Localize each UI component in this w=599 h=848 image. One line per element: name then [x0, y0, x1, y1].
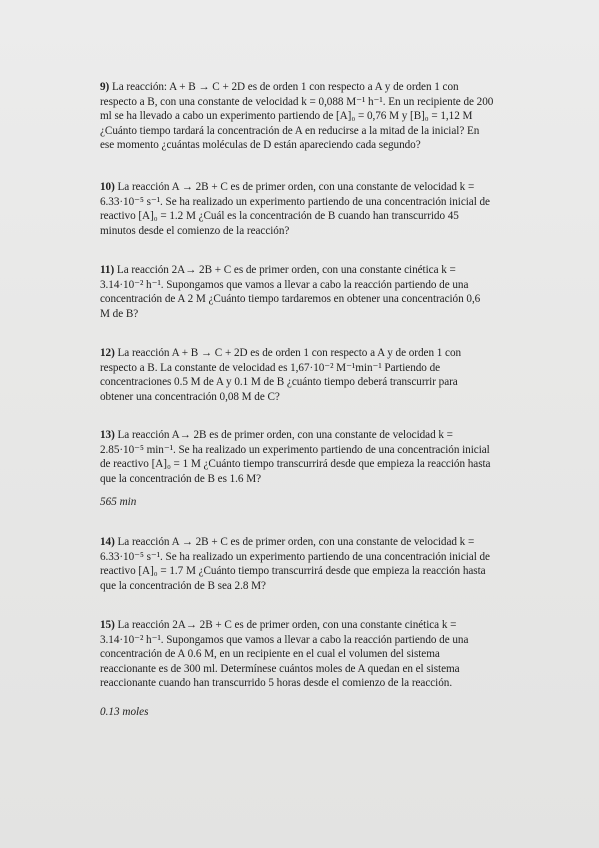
problem-line — [100, 428, 502, 443]
problem-14 — [100, 535, 502, 593]
problem-12 — [100, 346, 502, 404]
problem-line: 6.33·10⁻⁵ s⁻¹. Se ha realizado un experimento partiendo de una concentración inicial de — [100, 195, 490, 208]
answer-13: 565 min — [100, 496, 137, 508]
problem-line: que la concentración de B es 1.6 M? — [100, 472, 262, 485]
problem-line: ml se ha llevado a cabo un experimento partiendo de [A]₀ = 0,76 M y [B]₀ = 1,12 M — [100, 110, 473, 123]
problem-line — [100, 180, 502, 195]
problem-line: concentración de A 0.6 M, en un recipiente en el cual el volumen del sistema — [100, 648, 440, 661]
problem-9 — [100, 80, 502, 153]
problem-line: concentraciones 0.5 M de A y 0.1 M de B ¿cuánto tiempo deberá transcurrir para — [100, 376, 458, 389]
problem-number: 14) — [100, 536, 115, 548]
problem-line — [100, 618, 502, 633]
problem-line: ¿Cuánto tiempo tardará la concentración de A en reducirse a la mitad de la inicial? En — [100, 124, 480, 137]
problem-number: 9) — [100, 81, 110, 93]
problem-11 — [100, 263, 502, 321]
problem-line: reactivo [A]₀ = 1.2 M ¿Cuál es la concentración de B cuando han transcurrido 45 — [100, 210, 459, 223]
problem-number: 12) — [100, 347, 115, 359]
problem-text: La reacción A→ 2B es de primer orden, con una constante de velocidad k = — [117, 429, 453, 441]
problem-line: obtener una concentración 0,08 M de C? — [100, 390, 280, 403]
problem-10 — [100, 180, 502, 238]
problem-text: La reacción 2A→ 2B + C es de primer orden, con una constante cinética k = — [117, 619, 457, 631]
problem-line: reactivo [A]₀ = 1.7 M ¿Cuánto tiempo transcurrirá desde que empieza la reacción hasta — [100, 565, 486, 578]
problem-text: La reacción A → 2B + C es de primer orden, con una constante de velocidad k = — [117, 181, 475, 193]
problem-line: de reactivo [A]₀ = 1 M ¿Cuánto tiempo transcurrirá desde que empieza la reacción hasta — [100, 458, 491, 471]
problem-line: 6.33·10⁻⁵ s⁻¹. Se ha realizado un experimento partiendo de una concentración inicial de — [100, 550, 490, 563]
problem-line: respecto a B. La constante de velocidad es 1,67·10⁻² M⁻¹min⁻¹ Partiendo de — [100, 361, 441, 374]
problem-line: reaccionante es de 300 ml. Determínese cuántos moles de A quedan en el sistema — [100, 662, 460, 675]
problem-line — [100, 535, 502, 550]
problem-line: ese momento ¿cuántas moléculas de D están apareciendo cada segundo? — [100, 139, 421, 152]
problem-number: 11) — [100, 264, 115, 276]
problem-13 — [100, 428, 502, 486]
problem-line: M de B? — [100, 307, 139, 320]
problem-line — [100, 263, 502, 278]
problem-15 — [100, 618, 502, 691]
problem-line: respecto a B, con una constante de velocidad k = 0,088 M⁻¹ h⁻¹. En un recipiente de 200 — [100, 95, 494, 108]
problem-text: La reacción: A + B → C + 2D es de orden 1 con respecto a A y de orden 1 con — [111, 81, 459, 93]
problem-text: La reacción A + B → C + 2D es de orden 1 con respecto a A y de orden 1 con — [117, 347, 462, 359]
problem-line: reaccionante cuando han transcurrido 5 horas desde el comienzo de la reacción. — [100, 677, 453, 690]
problem-line — [100, 346, 502, 361]
problem-number: 13) — [100, 429, 115, 441]
answer-15: 0.13 moles — [100, 706, 149, 718]
problem-line: 3.14·10⁻² h⁻¹. Supongamos que vamos a llevar a cabo la reacción partiendo de una — [100, 278, 469, 291]
problem-text: La reacción 2A→ 2B + C es de primer orden, con una constante cinética k = — [116, 264, 456, 276]
problem-line: minutos desde el comienzo de la reacción? — [100, 224, 290, 237]
problem-number: 10) — [100, 181, 115, 193]
problem-number: 15) — [100, 619, 115, 631]
problem-line: que la concentración de B sea 2.8 M? — [100, 579, 266, 592]
problem-line: 3.14·10⁻² h⁻¹. Supongamos que vamos a llevar a cabo la reacción partiendo de una — [100, 633, 469, 646]
problem-line: 2.85·10⁻⁵ min⁻¹. Se ha realizado un experimento partiendo de una concentración inicial — [100, 443, 490, 456]
problem-line: concentración de A 2 M ¿Cuánto tiempo tardaremos en obtener una concentración 0,6 — [100, 293, 481, 306]
problem-text: La reacción A → 2B + C es de primer orden, con una constante de velocidad k = — [117, 536, 475, 548]
problem-line — [100, 80, 502, 95]
